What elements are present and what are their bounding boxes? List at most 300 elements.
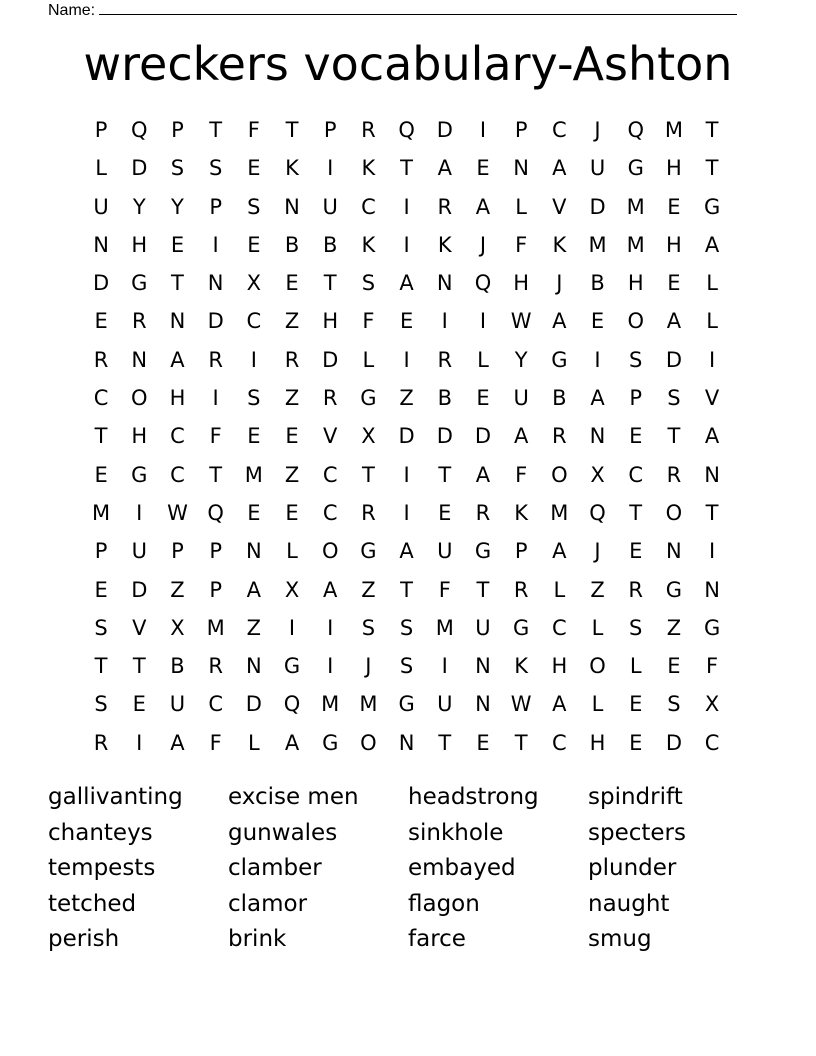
grid-letter[interactable]: Q <box>589 500 606 525</box>
grid-letter[interactable]: E <box>667 654 681 679</box>
grid-letter[interactable]: B <box>590 271 605 296</box>
grid-letter[interactable]: I <box>594 347 601 372</box>
grid-letter[interactable]: O <box>360 730 377 755</box>
grid-letter[interactable]: M <box>206 615 225 640</box>
grid-letter[interactable]: E <box>667 271 681 296</box>
grid-letter[interactable]: T <box>438 462 452 487</box>
word-search-grid[interactable] <box>82 113 731 764</box>
grid-letter[interactable]: T <box>705 156 719 181</box>
grid-letter[interactable]: P <box>209 539 222 564</box>
grid-letter[interactable]: S <box>361 615 376 640</box>
grid-letter[interactable]: E <box>285 500 299 525</box>
grid-letter[interactable]: H <box>627 271 644 296</box>
grid-letter[interactable]: U <box>322 194 338 219</box>
grid-letter[interactable]: R <box>475 500 491 525</box>
grid-letter[interactable]: D <box>131 156 148 181</box>
grid-letter[interactable]: L <box>95 156 107 181</box>
grid-letter[interactable]: A <box>666 309 682 334</box>
grid-letter[interactable]: S <box>667 692 681 717</box>
name-underline[interactable] <box>99 0 737 15</box>
grid-letter[interactable]: U <box>589 156 606 181</box>
grid-letter[interactable]: I <box>708 539 716 564</box>
grid-letter[interactable]: D <box>665 730 682 755</box>
grid-letter[interactable]: P <box>209 194 222 219</box>
grid-letter[interactable]: N <box>398 730 415 755</box>
grid-letter[interactable]: K <box>514 500 529 525</box>
grid-letter[interactable]: O <box>131 386 148 411</box>
grid-letter[interactable]: R <box>208 347 223 372</box>
grid-letter[interactable]: D <box>474 424 492 449</box>
grid-letter[interactable]: Z <box>361 577 376 602</box>
grid-letter[interactable]: T <box>361 462 375 487</box>
grid-letter[interactable]: T <box>705 500 719 525</box>
grid-letter[interactable]: T <box>629 500 643 525</box>
grid-letter[interactable]: T <box>285 118 299 142</box>
grid-letter[interactable]: H <box>513 271 530 296</box>
grid-letter[interactable]: U <box>93 194 109 219</box>
grid-letter[interactable]: A <box>323 577 338 602</box>
grid-letter[interactable]: A <box>399 539 414 564</box>
grid-letter[interactable]: E <box>247 424 261 449</box>
grid-letter[interactable]: H <box>131 424 148 449</box>
grid-letter[interactable]: S <box>667 386 681 411</box>
grid-letter[interactable]: T <box>323 271 337 296</box>
grid-letter[interactable]: S <box>170 156 185 181</box>
grid-letter[interactable]: I <box>708 347 716 372</box>
grid-letter[interactable]: C <box>361 194 376 219</box>
grid-letter[interactable]: Q <box>207 500 224 525</box>
grid-letter[interactable]: S <box>247 194 261 219</box>
grid-letter[interactable]: R <box>284 347 300 372</box>
grid-letter[interactable]: D <box>245 692 262 717</box>
grid-letter[interactable]: B <box>284 232 300 257</box>
grid-letter[interactable]: P <box>94 539 108 564</box>
grid-letter[interactable]: K <box>285 156 299 181</box>
grid-letter[interactable]: L <box>629 654 642 679</box>
grid-letter[interactable]: Z <box>284 309 300 334</box>
grid-letter[interactable]: C <box>552 118 567 142</box>
grid-letter[interactable]: E <box>476 386 490 411</box>
grid-letter[interactable]: C <box>704 730 720 755</box>
grid-letter[interactable]: C <box>208 692 223 717</box>
grid-letter[interactable]: S <box>94 692 108 717</box>
grid-letter[interactable]: K <box>552 232 567 257</box>
grid-letter[interactable]: N <box>207 271 224 296</box>
grid-letter[interactable]: U <box>437 539 453 564</box>
grid-letter[interactable]: O <box>321 539 339 564</box>
grid-letter[interactable]: A <box>399 271 414 296</box>
grid-letter[interactable]: W <box>167 500 188 525</box>
grid-letter[interactable]: J <box>365 654 372 679</box>
grid-letter[interactable]: P <box>171 539 184 564</box>
grid-letter[interactable]: L <box>362 347 375 372</box>
grid-letter[interactable]: A <box>170 347 185 372</box>
grid-letter[interactable]: E <box>247 232 261 257</box>
grid-letter[interactable]: M <box>664 118 683 142</box>
grid-letter[interactable]: Y <box>132 194 146 219</box>
grid-letter[interactable]: C <box>93 386 109 411</box>
grid-letter[interactable]: G <box>665 577 683 602</box>
grid-letter[interactable]: S <box>399 615 414 640</box>
grid-letter[interactable]: Z <box>246 615 262 640</box>
grid-letter[interactable]: I <box>136 730 143 755</box>
grid-letter[interactable]: F <box>247 118 260 142</box>
grid-letter[interactable]: R <box>93 347 109 372</box>
grid-letter[interactable]: U <box>437 692 453 717</box>
grid-letter[interactable]: R <box>208 654 223 679</box>
grid-letter[interactable]: U <box>513 386 529 411</box>
grid-letter[interactable]: A <box>284 730 300 755</box>
grid-letter[interactable]: E <box>629 730 643 755</box>
grid-letter[interactable]: T <box>438 730 452 755</box>
grid-letter[interactable]: N <box>131 347 148 372</box>
grid-letter[interactable]: L <box>286 539 298 564</box>
grid-letter[interactable]: G <box>627 156 644 181</box>
grid-letter[interactable]: H <box>131 232 148 257</box>
grid-letter[interactable]: Y <box>514 347 528 372</box>
grid-letter[interactable]: E <box>590 309 605 334</box>
grid-letter[interactable]: I <box>479 118 487 142</box>
grid-letter[interactable]: P <box>171 118 184 142</box>
grid-letter[interactable]: V <box>552 194 567 219</box>
grid-letter[interactable]: X <box>361 424 376 449</box>
grid-letter[interactable]: G <box>703 615 721 640</box>
grid-letter[interactable]: C <box>322 462 338 487</box>
grid-letter[interactable]: G <box>131 271 148 296</box>
grid-letter[interactable]: Q <box>627 118 644 142</box>
grid-letter[interactable]: A <box>475 194 491 219</box>
grid-letter[interactable]: T <box>209 462 223 487</box>
grid-letter[interactable]: O <box>589 654 606 679</box>
grid-letter[interactable]: L <box>247 730 260 755</box>
grid-letter[interactable]: G <box>360 386 377 411</box>
grid-letter[interactable]: J <box>594 539 601 564</box>
grid-row <box>82 611 731 649</box>
grid-letter[interactable]: A <box>552 156 567 181</box>
grid-letter[interactable]: R <box>361 118 376 142</box>
grid-letter[interactable]: D <box>436 118 453 142</box>
grid-letter[interactable]: R <box>628 577 644 602</box>
grid-letter[interactable]: S <box>399 654 414 679</box>
grid-letter[interactable]: L <box>591 615 604 640</box>
grid-letter[interactable]: I <box>212 232 219 257</box>
grid-letter[interactable]: F <box>515 232 528 257</box>
grid-letter[interactable]: D <box>589 194 606 219</box>
grid-letter[interactable]: M <box>626 194 645 219</box>
grid-letter[interactable]: E <box>170 232 185 257</box>
grid-letter[interactable]: Q <box>131 118 148 142</box>
grid-letter[interactable]: A <box>475 462 491 487</box>
grid-letter[interactable]: N <box>245 654 262 679</box>
grid-letter[interactable]: G <box>283 654 301 679</box>
grid-letter[interactable]: X <box>704 692 720 717</box>
grid-letter[interactable]: C <box>246 309 262 334</box>
grid-letter[interactable]: X <box>284 577 300 602</box>
grid-letter[interactable]: U <box>169 692 186 717</box>
grid-letter[interactable]: N <box>436 271 453 296</box>
grid-letter[interactable]: P <box>629 386 643 411</box>
grid-letter[interactable]: I <box>441 654 448 679</box>
grid-letter[interactable]: C <box>322 500 338 525</box>
grid-letter[interactable]: W <box>510 692 532 717</box>
grid-letter[interactable]: L <box>553 577 566 602</box>
grid-letter[interactable]: N <box>245 539 262 564</box>
grid-letter[interactable]: U <box>475 615 491 640</box>
grid-letter[interactable]: T <box>171 271 184 296</box>
grid-letter[interactable]: T <box>476 577 490 602</box>
grid-letter[interactable]: A <box>246 577 262 602</box>
grid-letter[interactable]: C <box>552 730 567 755</box>
grid-letter[interactable]: G <box>474 539 492 564</box>
grid-letter[interactable]: I <box>403 232 410 257</box>
grid-letter[interactable]: L <box>706 309 718 334</box>
grid-letter[interactable]: E <box>438 500 452 525</box>
grid-row <box>82 113 731 151</box>
grid-letter[interactable]: G <box>360 539 377 564</box>
grid-letter[interactable]: R <box>437 194 453 219</box>
grid-letter[interactable]: I <box>403 462 410 487</box>
grid-letter[interactable]: P <box>514 539 528 564</box>
grid-letter[interactable]: R <box>552 424 567 449</box>
grid-letter[interactable]: A <box>552 692 567 717</box>
grid-letter[interactable]: B <box>552 386 567 411</box>
grid-letter[interactable]: Q <box>398 118 415 142</box>
grid-letter[interactable]: P <box>323 118 337 142</box>
grid-letter[interactable]: M <box>626 232 645 257</box>
grid-letter[interactable]: P <box>514 118 528 142</box>
grid-letter[interactable]: S <box>361 271 376 296</box>
grid-letter[interactable]: G <box>398 692 415 717</box>
word-list-item: plunder <box>588 855 677 881</box>
grid-letter[interactable]: C <box>170 462 185 487</box>
grid-letter[interactable]: R <box>93 730 109 755</box>
grid-letter[interactable]: X <box>590 462 605 487</box>
grid-letter[interactable]: Z <box>284 462 300 487</box>
grid-letter[interactable]: M <box>550 500 569 525</box>
grid-letter[interactable]: V <box>132 615 147 640</box>
grid-letter[interactable]: A <box>170 730 185 755</box>
grid-letter[interactable]: X <box>246 271 262 296</box>
grid-letter[interactable]: M <box>435 615 454 640</box>
grid-letter[interactable]: H <box>322 309 339 334</box>
grid-letter[interactable]: F <box>209 424 222 449</box>
grid-letter[interactable]: K <box>514 654 529 679</box>
grid-letter[interactable]: E <box>629 692 643 717</box>
grid-letter[interactable]: M <box>244 462 263 487</box>
grid-letter[interactable]: N <box>666 539 682 564</box>
grid-letter[interactable]: I <box>479 309 487 334</box>
grid-letter[interactable]: T <box>132 654 146 679</box>
grid-letter[interactable]: V <box>323 424 338 449</box>
grid-letter[interactable]: L <box>515 194 527 219</box>
grid-letter[interactable]: F <box>209 730 222 755</box>
grid-letter[interactable]: L <box>591 692 604 717</box>
grid-letter[interactable]: A <box>704 232 720 257</box>
grid-letter[interactable]: A <box>513 424 529 449</box>
grid-letter[interactable]: T <box>400 577 413 602</box>
grid-letter[interactable]: B <box>323 232 338 257</box>
grid-letter[interactable]: M <box>588 232 607 257</box>
grid-letter[interactable]: V <box>704 386 720 411</box>
grid-letter[interactable]: A <box>590 386 605 411</box>
grid-letter[interactable]: G <box>551 347 568 372</box>
grid-letter[interactable]: M <box>92 500 111 525</box>
grid-letter[interactable]: O <box>627 309 644 334</box>
grid-letter[interactable]: Y <box>171 194 184 219</box>
grid-letter[interactable]: S <box>629 615 643 640</box>
grid-letter[interactable]: I <box>212 386 219 411</box>
grid-letter[interactable]: E <box>94 462 108 487</box>
grid-letter[interactable]: D <box>93 271 110 296</box>
grid-letter[interactable]: Q <box>283 692 301 717</box>
grid-letter[interactable]: R <box>322 386 338 411</box>
grid-letter[interactable]: A <box>437 156 452 181</box>
grid-letter[interactable]: E <box>247 500 261 525</box>
grid-letter[interactable]: U <box>131 539 147 564</box>
grid-letter[interactable]: F <box>706 654 719 679</box>
grid-letter[interactable]: Z <box>284 386 300 411</box>
grid-letter[interactable]: I <box>403 347 410 372</box>
grid-letter[interactable]: D <box>131 577 148 602</box>
grid-letter[interactable]: I <box>250 347 257 372</box>
grid-row <box>82 266 731 304</box>
grid-letter[interactable]: P <box>94 118 108 142</box>
grid-letter[interactable]: B <box>170 654 185 679</box>
grid-letter[interactable]: E <box>132 692 146 717</box>
grid-letter[interactable]: E <box>629 424 643 449</box>
grid-letter[interactable]: D <box>207 309 224 334</box>
grid-letter[interactable]: I <box>441 309 448 334</box>
grid-letter[interactable]: D <box>322 347 339 372</box>
grid-letter[interactable]: N <box>704 462 720 487</box>
grid-letter[interactable]: I <box>327 615 334 640</box>
grid-letter[interactable]: I <box>136 500 143 525</box>
grid-letter[interactable]: T <box>514 730 528 755</box>
grid-letter[interactable]: T <box>94 654 108 679</box>
grid-letter[interactable]: C <box>628 462 644 487</box>
grid-letter[interactable]: N <box>475 692 491 717</box>
grid-letter[interactable]: D <box>398 424 415 449</box>
grid-letter[interactable]: R <box>131 309 147 334</box>
grid-letter[interactable]: N <box>704 577 720 602</box>
grid-letter[interactable]: D <box>436 424 453 449</box>
name-field[interactable] <box>48 0 737 20</box>
grid-letter[interactable]: I <box>403 500 410 525</box>
grid-letter[interactable]: D <box>665 347 682 372</box>
grid-letter[interactable]: I <box>403 194 410 219</box>
grid-letter[interactable]: X <box>170 615 185 640</box>
word-list-item: flagon <box>408 890 480 917</box>
grid-letter[interactable]: F <box>515 462 528 487</box>
grid-letter[interactable]: N <box>513 156 530 181</box>
grid-letter[interactable]: T <box>209 118 223 142</box>
grid-letter[interactable]: R <box>666 462 682 487</box>
grid-letter[interactable]: H <box>666 156 682 181</box>
grid-letter[interactable]: E <box>476 730 490 755</box>
grid-letter[interactable]: N <box>475 654 491 679</box>
grid-letter[interactable]: R <box>513 577 529 602</box>
grid-letter[interactable]: O <box>551 462 568 487</box>
grid-letter[interactable]: C <box>552 615 567 640</box>
grid-letter[interactable]: T <box>94 424 108 449</box>
grid-row <box>82 458 731 496</box>
grid-letter[interactable]: M <box>359 692 378 717</box>
grid-letter[interactable]: M <box>321 692 340 717</box>
grid-letter[interactable]: R <box>437 347 453 372</box>
grid-letter[interactable]: N <box>93 232 109 257</box>
grid-letter[interactable]: R <box>361 500 376 525</box>
grid-letter[interactable]: J <box>479 232 487 257</box>
grid-letter[interactable]: S <box>208 156 223 181</box>
grid-letter[interactable]: T <box>705 118 719 142</box>
grid-letter[interactable]: S <box>629 347 643 372</box>
grid-letter[interactable]: Z <box>666 615 682 640</box>
grid-letter[interactable]: E <box>399 309 414 334</box>
grid-letter[interactable]: W <box>510 309 532 334</box>
grid-letter[interactable]: B <box>437 386 452 411</box>
grid-letter[interactable]: S <box>94 615 108 640</box>
grid-letter[interactable]: T <box>400 156 413 181</box>
grid-letter[interactable]: I <box>288 615 296 640</box>
grid-letter[interactable]: I <box>327 156 334 181</box>
grid-letter[interactable]: N <box>284 194 300 219</box>
grid-letter[interactable]: E <box>285 271 299 296</box>
grid-letter[interactable]: H <box>551 654 568 679</box>
grid-letter[interactable]: J <box>556 271 563 296</box>
grid-letter[interactable]: Z <box>170 577 185 602</box>
grid-letter[interactable]: A <box>552 309 567 334</box>
grid-letter[interactable]: L <box>706 271 718 296</box>
grid-letter[interactable]: N <box>589 424 606 449</box>
grid-letter[interactable]: H <box>666 232 682 257</box>
grid-letter[interactable]: F <box>438 577 451 602</box>
grid-letter[interactable]: G <box>131 462 148 487</box>
grid-letter[interactable]: Q <box>474 271 492 296</box>
grid-letter[interactable]: E <box>667 194 681 219</box>
grid-letter[interactable]: F <box>362 309 375 334</box>
grid-letter[interactable]: E <box>94 309 108 334</box>
grid-letter[interactable]: E <box>629 539 643 564</box>
grid-letter[interactable]: E <box>285 424 299 449</box>
grid-letter[interactable]: K <box>361 156 376 181</box>
grid-letter[interactable]: K <box>361 232 376 257</box>
grid-letter[interactable]: A <box>552 539 567 564</box>
grid-letter[interactable]: O <box>665 500 683 525</box>
grid-letter[interactable]: G <box>513 615 530 640</box>
grid-letter[interactable]: S <box>247 386 261 411</box>
grid-letter[interactable]: L <box>477 347 489 372</box>
grid-letter[interactable]: G <box>703 194 721 219</box>
grid-letter[interactable]: J <box>594 118 601 142</box>
grid-letter[interactable]: Z <box>399 386 414 411</box>
grid-letter[interactable]: C <box>170 424 185 449</box>
grid-letter[interactable]: I <box>327 654 334 679</box>
grid-letter[interactable]: K <box>437 232 452 257</box>
grid-letter[interactable]: E <box>94 577 108 602</box>
grid-letter[interactable]: E <box>247 156 261 181</box>
grid-letter[interactable]: A <box>704 424 720 449</box>
grid-letter[interactable]: G <box>322 730 339 755</box>
grid-letter[interactable]: H <box>589 730 606 755</box>
grid-letter[interactable]: H <box>169 386 186 411</box>
grid-row <box>82 419 731 457</box>
grid-letter[interactable]: T <box>667 424 681 449</box>
grid-letter[interactable]: P <box>209 577 222 602</box>
word-list-item: sinkhole <box>408 819 504 846</box>
grid-letter[interactable]: E <box>476 156 490 181</box>
grid-letter[interactable]: Z <box>590 577 605 602</box>
grid-letter[interactable]: N <box>169 309 186 334</box>
